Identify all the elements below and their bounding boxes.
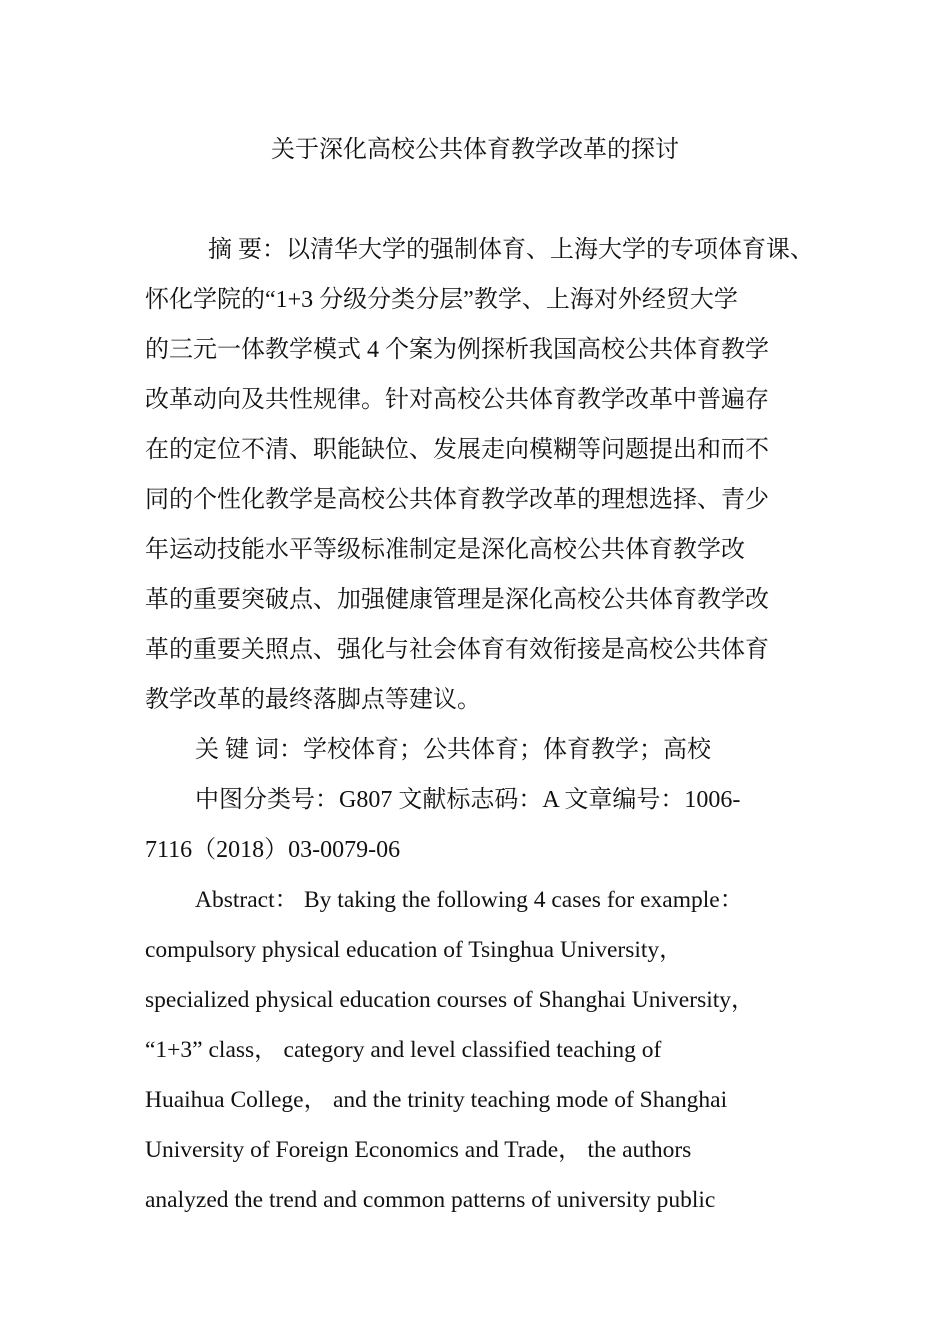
abstract-cn-line: 革的重要关照点、强化与社会体育有效衔接是高校公共体育 — [145, 637, 769, 663]
abstract-cn-line: 改革动向及共性规律。针对高校公共体育教学改革中普遍存 — [145, 387, 769, 413]
abstract-en-line: analyzed the trend and common patterns of university public — [145, 1187, 716, 1213]
abstract-en-line: Huaihua College， and the trinity teaching mode of Shanghai — [145, 1087, 728, 1113]
keywords-line: 关 键 词：学校体育；公共体育；体育教学；高校 — [195, 737, 711, 763]
abstract-cn-line: 的三元一体教学模式 4 个案为例探析我国高校公共体育教学 — [145, 337, 769, 363]
abstract-en-line: compulsory physical education of Tsinghua University， — [145, 937, 683, 963]
abstract-cn-line: 在的定位不清、职能缺位、发展走向模糊等问题提出和而不 — [145, 437, 769, 463]
abstract-en-line: “1+3” class， category and level classified teaching of — [145, 1037, 662, 1063]
abstract-cn-line: 年运动技能水平等级标准制定是深化高校公共体育教学改 — [145, 537, 745, 563]
abstract-cn-line: 怀化学院的“1+3 分级分类分层”教学、上海对外经贸大学 — [145, 287, 738, 313]
classification-line: 7116（2018）03-0079-06 — [145, 837, 401, 863]
abstract-cn-line: 摘 要：以清华大学的强制体育、上海大学的专项体育课、 — [208, 237, 814, 263]
paper-title: 关于深化高校公共体育教学改革的探讨 — [271, 137, 679, 163]
abstract-cn-line: 同的个性化教学是高校公共体育教学改革的理想选择、青少 — [145, 487, 769, 513]
classification-line: 中图分类号：G807 文献标志码：A 文章编号：1006- — [195, 787, 741, 813]
abstract-en-line: Abstract： By taking the following 4 cases for example： — [195, 887, 744, 913]
abstract-cn-line: 革的重要突破点、加强健康管理是深化高校公共体育教学改 — [145, 587, 769, 613]
abstract-cn-line: 教学改革的最终落脚点等建议。 — [145, 687, 481, 713]
abstract-en-line: University of Foreign Economics and Trade， the authors — [145, 1137, 692, 1163]
abstract-en-line: specialized physical education courses of Shanghai University， — [145, 987, 755, 1013]
